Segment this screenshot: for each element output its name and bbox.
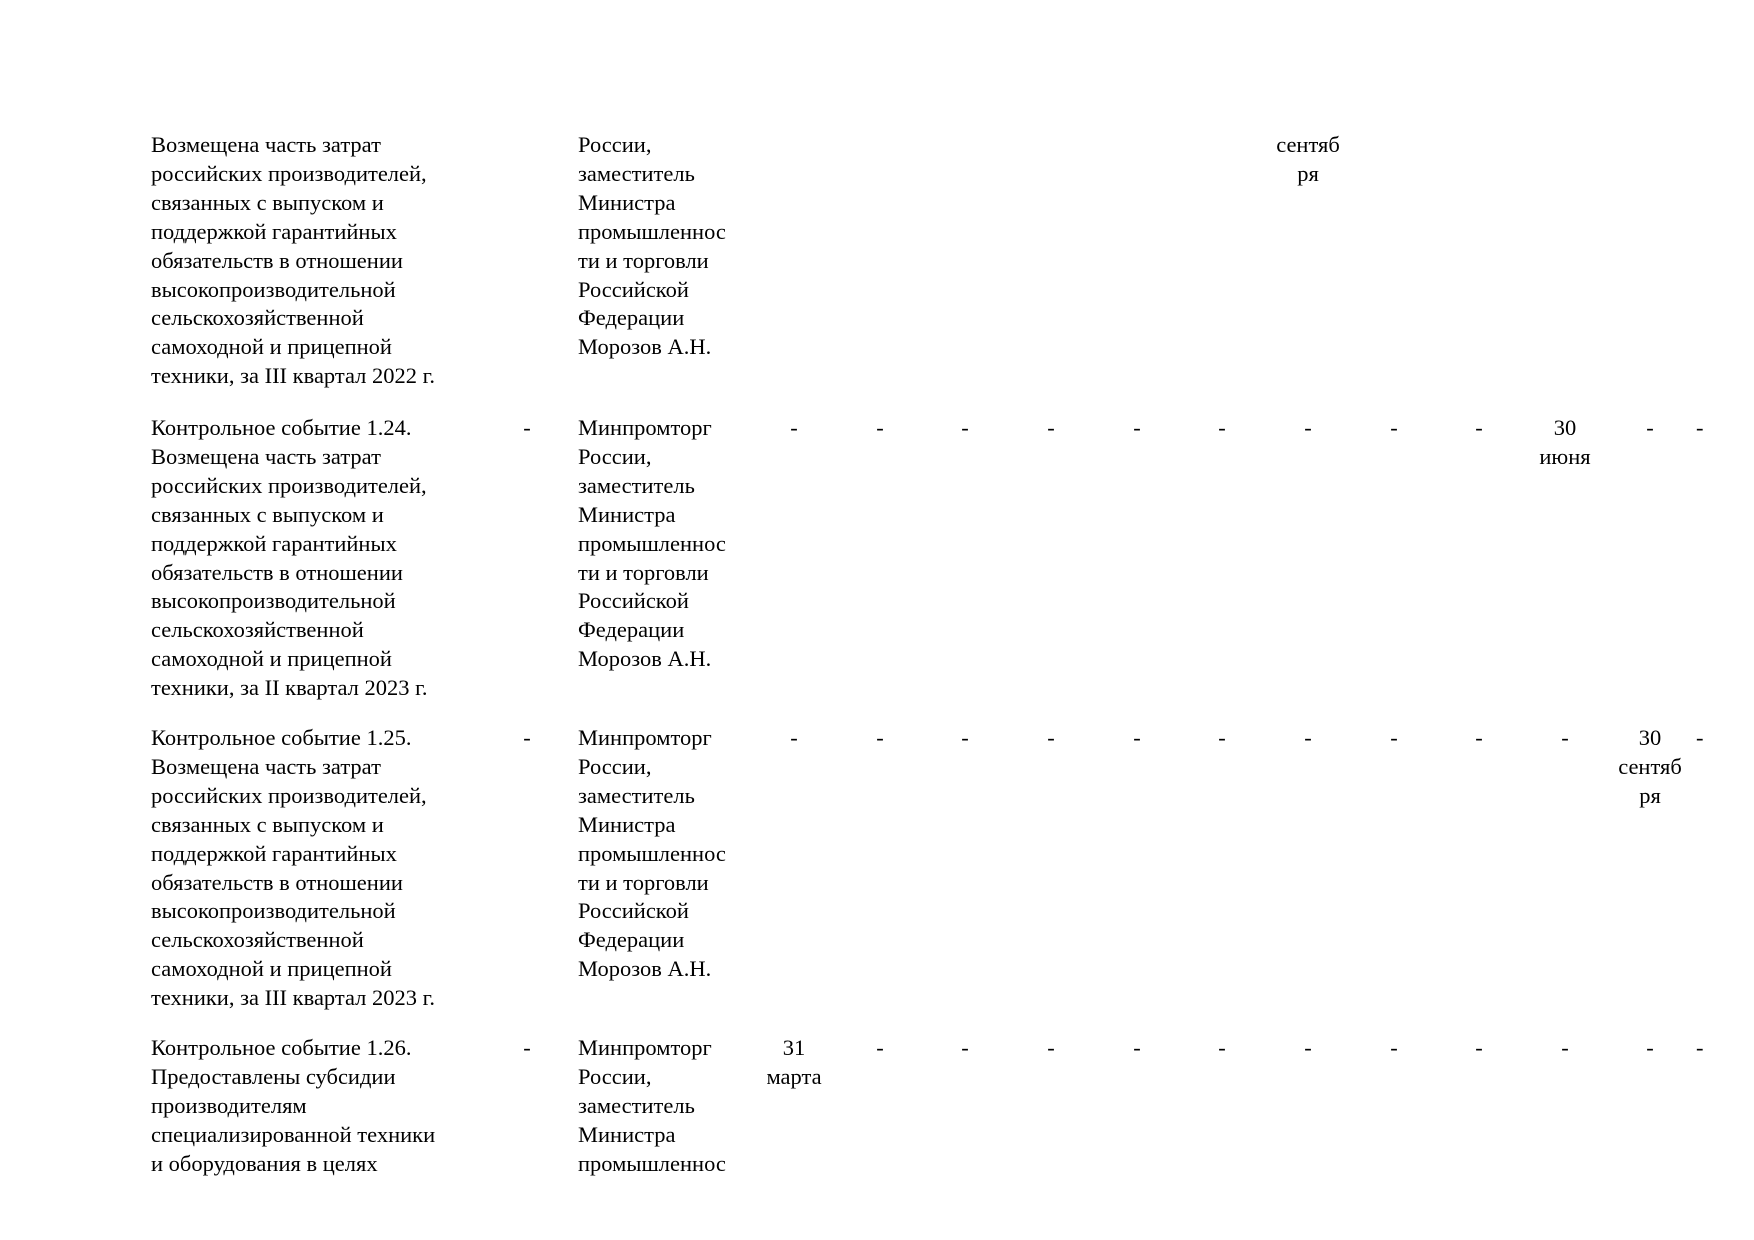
period-cell: сентяб ря	[1276, 132, 1340, 186]
period-cell: -	[1304, 725, 1312, 750]
period-cell: -	[1475, 725, 1483, 750]
period-cell: -	[1133, 415, 1141, 440]
period-cell: -	[1218, 1035, 1226, 1060]
period-cell: -	[1133, 1035, 1141, 1060]
period-cell: -	[876, 1035, 884, 1060]
event-description: Контрольное событие 1.26. Предоставлены субсидии производителям специализированной техники и оборудования в целях	[151, 1035, 436, 1176]
period-cell: -	[1646, 415, 1654, 440]
period-cell: -	[1304, 415, 1312, 440]
period-cell: -	[1390, 725, 1398, 750]
dash-cell: -	[523, 1035, 531, 1060]
period-cell: -	[790, 415, 798, 440]
event-description: Контрольное событие 1.25. Возмещена часть затрат российских производителей, связанных с выпуском и поддержкой гарантийных обязательств в отношении высокопроизводительной сельскохозяйственной самоходной и прицепной техники, за III квартал 2023 г.	[151, 725, 435, 1011]
period-cell: -	[1218, 415, 1226, 440]
period-cell: 30 сентяб ря	[1618, 725, 1682, 808]
responsible-person: Минпромторг России, заместитель Министра промышленнос ти и торговли Российской Федерации Морозов А.Н.	[578, 725, 726, 982]
period-cell: -	[1475, 415, 1483, 440]
period-cell: 30 июня	[1539, 415, 1591, 469]
responsible-person: Минпромторг России, заместитель Министра промышленнос	[578, 1035, 726, 1176]
period-cell: -	[961, 725, 969, 750]
period-cell: -	[1047, 415, 1055, 440]
period-cell: -	[1390, 415, 1398, 440]
period-cell: -	[1047, 1035, 1055, 1060]
period-cell: -	[1047, 725, 1055, 750]
period-cell: -	[1133, 725, 1141, 750]
event-description: Возмещена часть затрат российских производителей, связанных с выпуском и поддержкой гарантийных обязательств в отношении высокопроизводительной сельскохозяйственной самоходной и прицепной техники, за III квартал 2022 г.	[151, 132, 435, 389]
period-cell: -	[1475, 1035, 1483, 1060]
event-description: Контрольное событие 1.24. Возмещена часть затрат российских производителей, связанных с выпуском и поддержкой гарантийных обязательств в отношении высокопроизводительной сельскохозяйственной самоходной и прицепной техники, за II квартал 2023 г.	[151, 415, 428, 701]
period-cell: -	[1218, 725, 1226, 750]
period-cell: -	[876, 415, 884, 440]
dash-cell: -	[523, 725, 531, 750]
responsible-person: Минпромторг России, заместитель Министра промышленнос ти и торговли Российской Федерации Морозов А.Н.	[578, 415, 726, 672]
period-cell: -	[1304, 1035, 1312, 1060]
period-cell: -	[1696, 725, 1704, 750]
period-cell: -	[1696, 1035, 1704, 1060]
period-cell: -	[876, 725, 884, 750]
period-cell: 31 марта	[766, 1035, 822, 1089]
dash-cell: -	[523, 415, 531, 440]
period-cell: -	[790, 725, 798, 750]
period-cell: -	[961, 415, 969, 440]
responsible-person: России, заместитель Министра промышленнос ти и торговли Российской Федерации Морозов А.Н.	[578, 132, 726, 360]
period-cell: -	[1390, 1035, 1398, 1060]
period-cell: -	[961, 1035, 969, 1060]
period-cell: -	[1561, 1035, 1569, 1060]
period-cell: -	[1696, 415, 1704, 440]
period-cell: -	[1561, 725, 1569, 750]
period-cell: -	[1646, 1035, 1654, 1060]
